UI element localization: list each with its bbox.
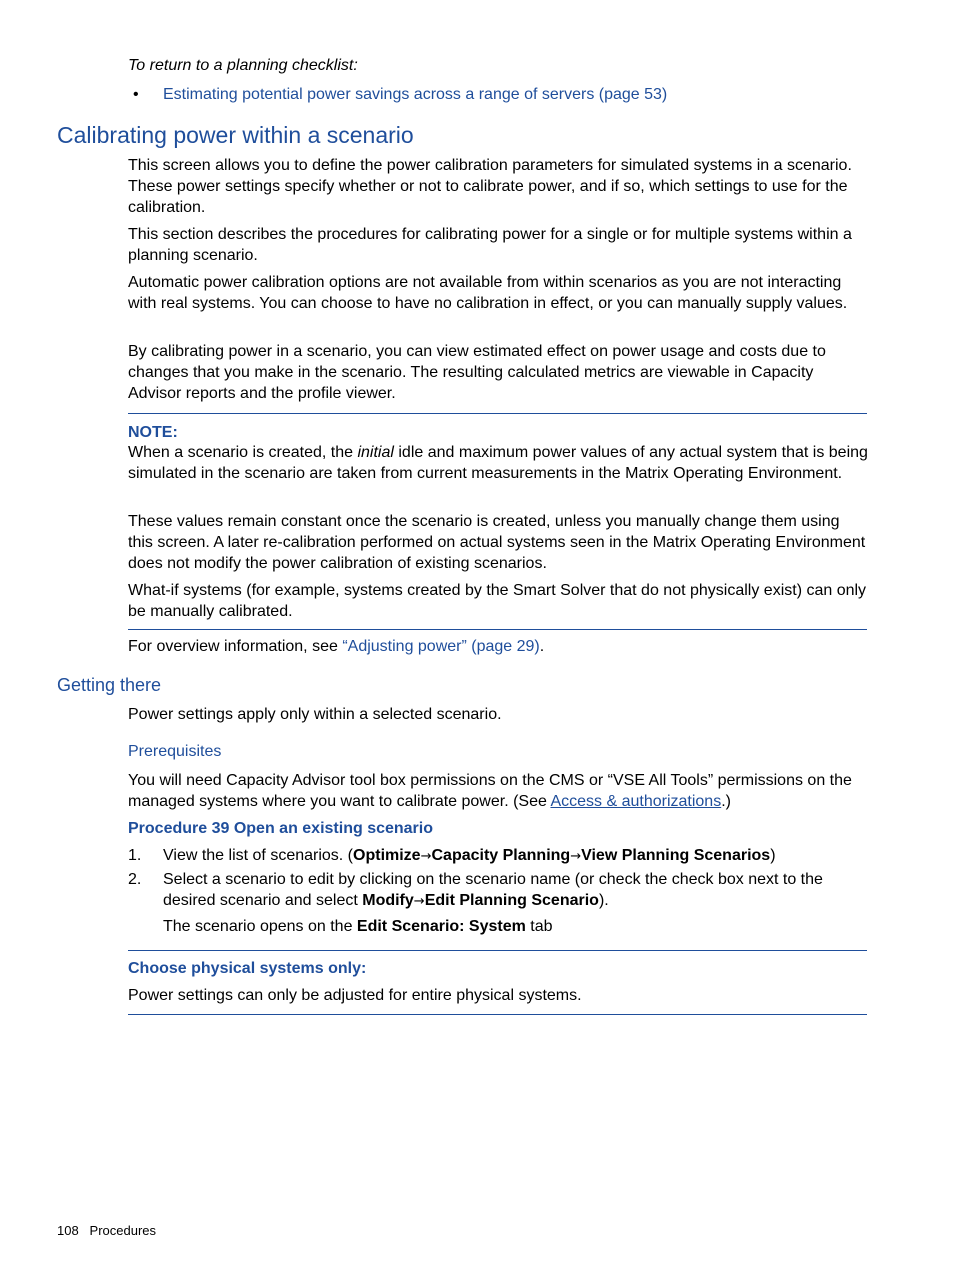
procedure-title: Procedure 39 Open an existing scenario — [128, 820, 433, 837]
choose-text: Power settings can only be adjusted for entire physical systems. — [128, 987, 582, 1004]
paragraph-automatic: Automatic power calibration options are not available from within scenarios as you are not interacting with real systems. You can choose to have no calibration in effect, or you can manually supply values. — [128, 274, 848, 312]
note-paragraph-1 — [128, 442, 868, 484]
note-label: NOTE: — [128, 424, 178, 441]
menu-modify: Modify — [362, 892, 414, 909]
note-p1-before: When a scenario is created, the — [128, 444, 358, 461]
page-number: 108 — [57, 1223, 79, 1238]
choose-top-rule — [128, 950, 867, 951]
note-paragraph-2: These values remain constant once the scenario is created, unless you manually change them using this screen. A later re-calibration performed on actual systems seen in the Matrix Operating Environment does not modify the power calibration of existing scenarios. — [128, 513, 866, 572]
menu-capacity-planning: Capacity Planning — [431, 847, 571, 864]
arrow-icon: → — [570, 849, 582, 864]
step-2-result — [163, 916, 869, 937]
overview-after: . — [539, 638, 545, 655]
return-intro: To return to a planning checklist: — [128, 57, 358, 74]
step-1-end: ) — [770, 847, 776, 864]
step-2-end: ). — [598, 892, 609, 909]
paragraph-scope: This section describes the procedures for calibrating power for a single or for multiple systems within a planning scenario. — [128, 226, 852, 264]
menu-optimize: Optimize — [353, 847, 421, 864]
page-footer — [57, 1222, 156, 1240]
note-top-rule — [128, 413, 867, 414]
step-2-intro: Select a scenario to edit by clicking on the scenario name (or check the check box next to the desired scenario and select — [163, 871, 823, 909]
bullet-icon: • — [133, 86, 139, 103]
step-2-result-before: The scenario opens on the — [163, 918, 357, 935]
step-1-number: 1. — [128, 847, 142, 864]
overview-line — [128, 636, 868, 657]
arrow-icon: → — [420, 849, 432, 864]
adjusting-power-link[interactable]: “Adjusting power” (page 29) — [342, 638, 540, 655]
step-2-result-after: tab — [525, 918, 553, 935]
note-paragraph-3: What-if systems (for example, systems created by the Smart Solver that do not physically exist) can only be manually calibrated. — [128, 582, 867, 620]
note-p1-italic: initial — [357, 444, 394, 461]
getting-there-title: Getting there — [57, 675, 162, 695]
step-2-text — [163, 869, 869, 912]
paragraph-intro: This screen allows you to define the power calibration parameters for simulated systems in a scenario. These power settings specify whether or not to calibrate power, and if so, which settings to use for the calibration. — [128, 157, 852, 216]
arrow-icon: → — [413, 894, 425, 909]
step-2-number: 2. — [128, 871, 142, 888]
edit-scenario-system-tab-label: Edit Scenario: System — [356, 918, 526, 935]
choose-title: Choose physical systems only: — [128, 960, 367, 977]
prerequisites-after: .) — [721, 793, 731, 810]
note-p1-after: idle and maximum power values of any actual system that is being simulated in the scenario are taken from current measurements in the Matrix Operating Environment. — [128, 444, 868, 482]
menu-edit-planning-scenario: Edit Planning Scenario — [424, 892, 599, 909]
overview-before: For overview information, see — [128, 638, 343, 655]
step-1-intro: View the list of scenarios. ( — [163, 847, 354, 864]
choose-bottom-rule — [128, 1014, 867, 1015]
getting-there-text: Power settings apply only within a selected scenario. — [128, 706, 502, 723]
paragraph-calibrating: By calibrating power in a scenario, you can view estimated effect on power usage and costs due to changes that you make in the scenario. The resulting calculated metrics are viewable in Capacity Advisor reports and the profile viewer. — [128, 343, 826, 402]
prerequisites-before: You will need Capacity Advisor tool box permissions on the CMS or “VSE All Tools” permissions on the managed systems where you want to calibrate power. (See — [128, 772, 852, 810]
footer-section: Procedures — [89, 1223, 157, 1238]
return-checklist-link[interactable]: Estimating potential power savings across a range of servers (page 53) — [163, 86, 668, 103]
prerequisites-title: Prerequisites — [128, 743, 222, 760]
access-authorizations-link[interactable]: Access & authorizations — [550, 793, 722, 810]
prerequisites-text — [128, 770, 868, 812]
step-1-text — [163, 845, 869, 867]
note-bottom-rule — [128, 629, 867, 630]
menu-view-planning-scenarios: View Planning Scenarios — [581, 847, 771, 864]
section-title: Calibrating power within a scenario — [57, 122, 414, 148]
